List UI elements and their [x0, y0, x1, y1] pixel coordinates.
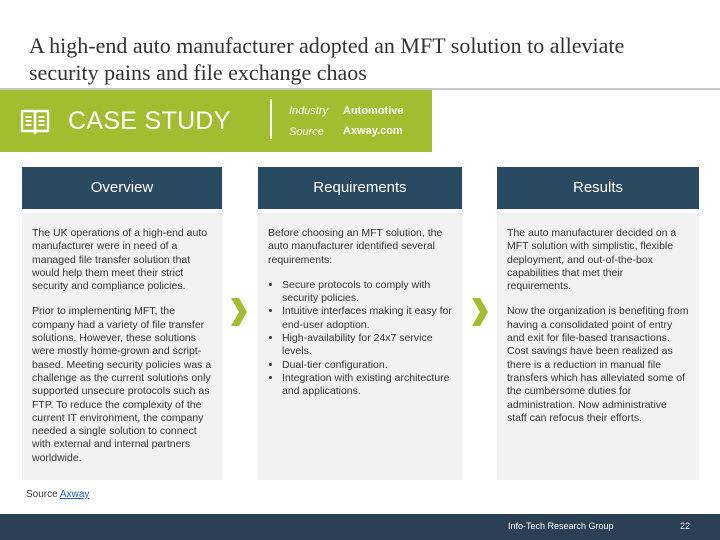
chevron-right-icon	[471, 297, 489, 327]
chevron-right-icon	[230, 297, 248, 327]
industry-key: Industry	[289, 105, 329, 117]
page-number: 22	[680, 521, 691, 531]
source-note	[26, 489, 89, 500]
case-study-label: CASE STUDY	[68, 107, 231, 135]
industry-value: Automotive	[343, 105, 404, 117]
overview-paragraph: Prior to implementing MFT, the company had a variety of file transfer solutions. However, these solutions were mostly home-grown and script-based. Meeting security policies was a challenge as the current solutions only supported unsecure protocols such as FTP. To reduce the complexity of the current IT environment, the company needed a single solution to connect with external and internal partners worldwide.	[32, 305, 212, 464]
results-body	[497, 213, 699, 480]
case-study-banner	[0, 90, 432, 152]
requirement-item: • Intuitive interfaces making it easy for end-user adoption.	[282, 305, 452, 332]
footer-bar	[0, 514, 720, 540]
requirements-intro: Before choosing an MFT solution, the auto manufacturer identified several requirements:	[268, 227, 443, 266]
source-note-label: Source	[26, 489, 58, 500]
requirement-item: • Secure protocols to comply with security policies.	[282, 279, 452, 306]
requirement-item: • Dual-tier configuration.	[282, 359, 452, 372]
results-paragraph: Now the organization is benefiting from having a consolidated point of entry and exit for file-based transactions. Cost savings have been realized as there is a reduction in manual file transfers which has alleviated some of the cumbersome duties for administration. Now administrative staff can refocus their efforts.	[507, 305, 689, 424]
source-link[interactable]: Axway	[59, 489, 90, 500]
requirements-body	[258, 213, 462, 480]
requirement-item: • Integration with existing architecture and applications.	[282, 372, 452, 399]
source-key: Source	[289, 126, 324, 138]
source-value: Axway.com	[343, 125, 403, 137]
footer-org: Info-Tech Research Group	[508, 521, 614, 531]
slide-title: A high-end auto manufacturer adopted an MFT solution to alleviate security pains and file exchange chaos	[29, 33, 625, 85]
results-paragraph: The auto manufacturer decided on a MFT solution with simplistic, flexible deployment, and out-of-the-box capabilities that met their requirements.	[507, 227, 677, 293]
requirements-list	[268, 279, 452, 399]
results-header: Results	[497, 167, 699, 209]
banner-divider	[270, 99, 272, 139]
requirement-item: • High-availability for 24x7 service levels.	[282, 332, 452, 359]
requirements-header: Requirements	[258, 167, 462, 209]
book-icon	[20, 106, 50, 136]
overview-header: Overview	[22, 167, 222, 209]
overview-paragraph: The UK operations of a high-end auto manufacturer were in need of a managed file transfer solution that would help them meet their strict security and compliance policies.	[32, 227, 208, 293]
overview-body	[22, 213, 222, 480]
